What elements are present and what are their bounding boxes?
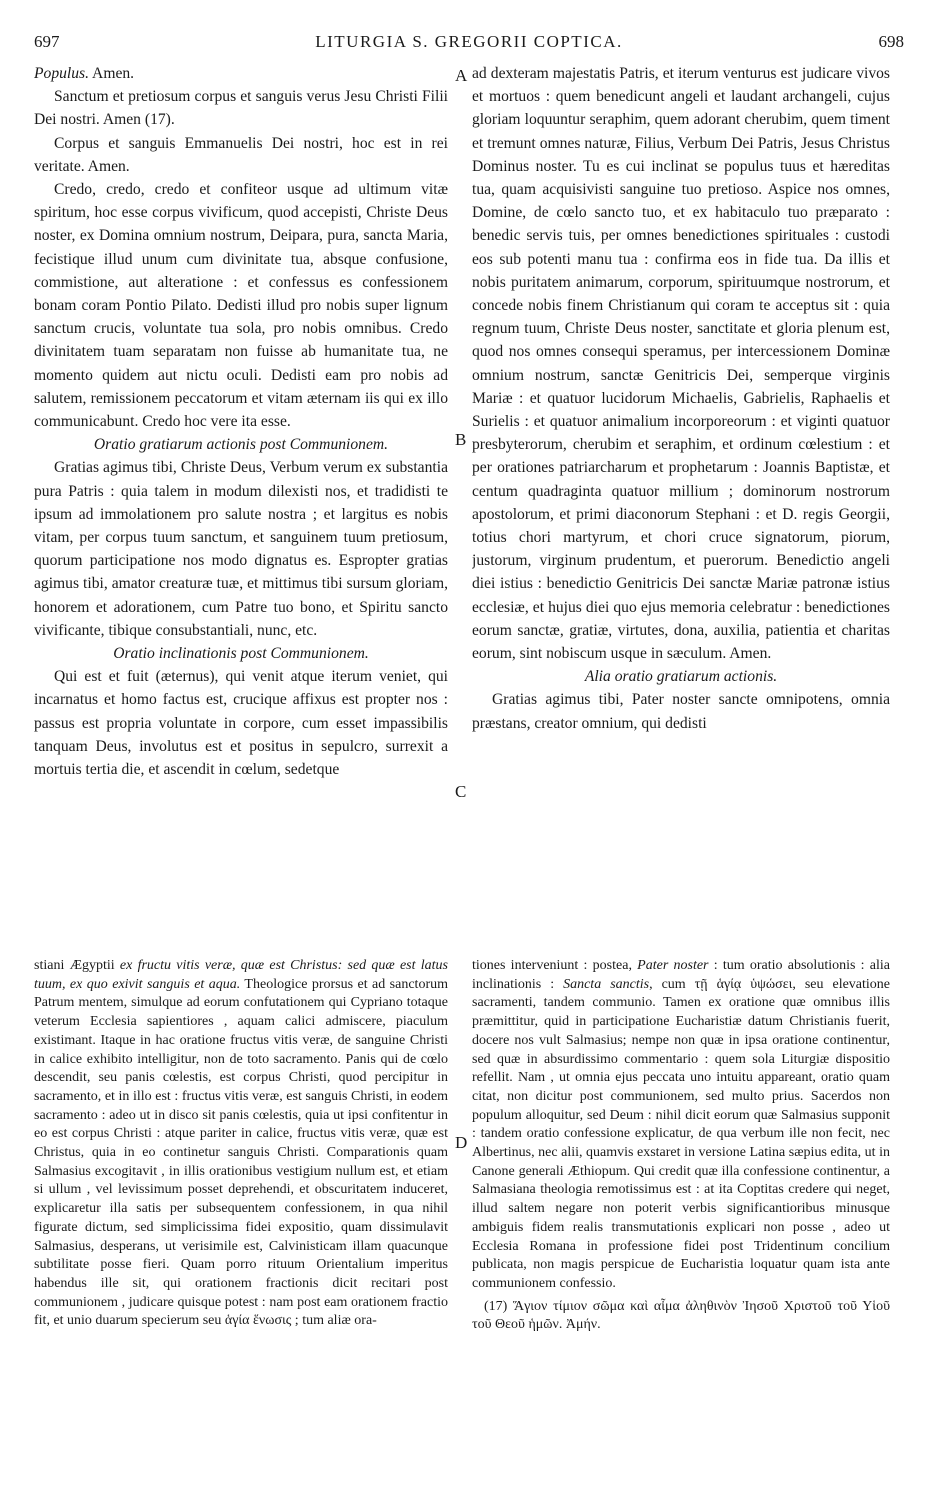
paragraph: Qui est et fuit (æternus), qui venit atque iterum veniet, qui incarnatus et homo factus est, crucique affixus est propter nos : passus est propria voluntate in corpore, cum esset impassibilis tanquam Deus, involutus est et positus in sepulcro, surrexit a mortuis tertia die, et ascendit in cœlum, sedetque (34, 668, 448, 779)
left-page-number: 697 (34, 32, 60, 51)
margin-marker-c: C (455, 782, 467, 801)
paragraph: Corpus et sanguis Emmanuelis Dei nostri, hoc est in rei veritate. Amen. (34, 134, 448, 175)
left-column-main-text (34, 62, 448, 952)
footnote: (17) Ἅγιον τίμιον σῶμα καὶ αἷμα ἀληθινὸν Ἰησοῦ Χριστοῦ τοῦ Υἱοῦ τοῦ Θεοῦ ἡμῶν. Ἀμήν. (472, 1298, 890, 1333)
margin-marker-a: A (455, 66, 468, 85)
commentary-text: stiani Ægyptii (34, 958, 120, 973)
left-column-commentary (34, 957, 448, 1487)
right-page-number: 698 (878, 32, 904, 51)
paragraph: Credo, credo, credo et confiteor usque ad ultimum vitæ spiritum, hoc esse corpus vivificum, quod accepisti, Christe Deus noster, ex Domina omnium nostrum, Deipara, pura, sancta Maria, fecistique illud unum cum divinitate tua, absque confusione, commistione, aut alteratione : et confessus es confessionem bonam coram Pontio Pilato. Dedisti illud pro nobis super lignum sanctum crucis, voluntate tua sola, pro nobis omnibus. Credo divinitatem tuam separatam non fuisse ab humanitate tua, ne momento quidem aut nictu oculi. Dedisti eam pro nobis ad salutem, remissionem peccatorum et vitam æternam iis qui ex illo communicabunt. Credo hoc vere ita esse. (34, 181, 448, 431)
commentary-quote: Pater noster (637, 958, 709, 973)
commentary-paragraph (34, 957, 448, 1331)
running-header (34, 32, 904, 56)
commentary-text: , cum τῇ ἁγίᾳ ὑψώσει, seu elevatione sacramenti, tandem communio. Tamen ex oratione quæ omnibus illis præmittitur, quid in participatione Eucharistiæ datum Christianis fuerit, docere nos vult Salmasius; nempe non quæ in ipsa oratione continentur, sed quæ in absurdissimo commentario : quem sola Liturgiæ dispositio refellit. Nam , ut omnia ejus peccata uno intuitu appareant, oratio quam citat, non dicitur post communionem, sed multo prius. Sacerdos non populum alloquitur, sed Deum : nihil dicit eorum quæ Salmasius supponit : tandem oratio confessione explicatur, de qua verbum ille non fecit, nec Albertinus, nec alii, quamvis exstaret in versione Latina sæpius edita, ut in Canone generali Æthiopum. Qui credit quæ illa confessione continentur, a Salmasiana theologia remotissimus est : at ita Coptitas credere qui neget, illud saltem negare non poterit verbis significantioribus minusque ambiguis fidem realis transmutationis explicari non posse , adeo ut Ecclesia Romana in professione fidei post Tridentinum concilium publicata, non magis perspicue de Eucharistia loquatur quam ista ante communionem confessio. (472, 976, 890, 1291)
margin-marker-d: D (455, 1133, 468, 1152)
commentary-text: : tum oratio absolutionis : alia inclinationis : (472, 958, 890, 992)
commentary-quote: ex fructu vitis veræ, quæ est Christus: sed quæ est latus tuum, ex quo exivit sanguis et aqua. (34, 958, 448, 992)
commentary-text: Theologice prorsus et ad sanctorum Patrum mentem, simulque ad eorum confutationem qui Cypriano totaque veterum Ecclesia sapientiores , aquam calici admiscere, piaculum existimant. Itaque in hac oratione fructus vitis veræ, de sanguine Christi in calice exhibito intelligitur, non de toto sacramento. Panis qui de cœlo descendit, seu panis cœlestis, est corpus Christi, quod percipitur in sacramento, et in illo est : fructus vitis veræ, est sanguis Christi, in eodem sacramento : adeo ut in disco sit panis cœlestis, quia ut ipsi confitentur in eo est corpus Christi : atque pariter in calice, fructus vitis veræ, quæ est Christus, quia in eo continetur sanguis Christi. Comparationis quam Salmasius excogitavit , in illis orationibus vestigium nullum est, et etiam si ullum , vel levissimum posset deprehendi, et obscuritatem induceret, explicaretur illa satis per subsequentem confessionem, in qua nihil figurate dictum, sed simplicissima fidei expositio, quam dissimulavit Salmasius, desperans, ut verisimile est, Calvinisticam illam quacunque subtilitate posse fieri. Quam porro rituum Orientalium imperitus habendus ille sit, qui orationem fractionis dicit recitari post communionem , judicare quisque potest : nam post eam orationem fractio fit, et unio duarum specierum seu ἁγία ἕνωσις ; tum aliæ ora- (34, 976, 448, 1329)
right-column-main-text (472, 62, 890, 952)
speaker-label: Populus. (34, 65, 90, 82)
section-heading: Oratio inclinationis post Communionem. (113, 645, 369, 663)
paragraph: Gratias agimus tibi, Christe Deus, Verbum verum ex substantia pura Patris : quia talem in modum dilexisti nos, et tradidisti te ipsum ad immolationem pro salute nostra ; et largitus es nobis vitam, per corpus tuum sanctum, et sanguinem tuum pretiosum, quorum participatione nos modo dignatus es. Espropter gratias agimus tibi, amator creaturæ tuæ, et mittimus tibi sursum gloriam, honorem et adorationem, cum Patre tuo bono, et Spiritu sancto vivificante, tibique consubstantiali, nunc, etc. (34, 459, 448, 639)
paragraph: Sanctum et pretiosum corpus et sanguis verus Jesu Christi Filii Dei nostri. Amen (17). (34, 88, 448, 129)
section-heading: Oratio gratiarum actionis post Communionem. (93, 436, 389, 454)
paragraph: ad dexteram majestatis Patris, et iterum venturus est judicare vivos et mortuos : quem benedicunt angeli et laudant archangeli, cujus gloriam loquuntur seraphim, quem adorant cherubim, quem timent et tremunt omnes naturæ, Filius, Verbum Dei Patris, Jesus Christus Dominus noster. Tu es cui inclinat se populus tuus et hæreditas tua, quam acquisivisti sanguine tuo pretioso. Aspice nos omnes, Domine, de cœlo sancto tuo, et ex habitaculo tuo præparato : benedic servis tuis, per omnes benedictiones spirituales : custodi eos sub potenti manu tua : confirma eos in fide tua. Da illis et nobis puritatem animarum, corporum, spirituumque nostrorum, et concede nobis finem Christianum qui coram te acceptus sit : quia regnum tuum, Christe Deus noster, sanctitate et gloria plenum est, quod nos omnes consequi speramus, per intercessionem Dominæ omnium nostrum, sanctæ Genitricis Dei, semperque virginis Mariæ : et quatuor lucidorum Michaelis, Gabrielis, Raphaelis et Surielis : et quatuor animalium incorporeorum : et viginti quatuor presbyterorum, cherubim et seraphim, et ordinum cœlestium : et per orationes patriarcharum et prophetarum : Joannis Baptistæ, et centum quadraginta quatuor millium ; dominorum nostrorum apostolorum, et primi diaconorum Stephani : et D. regis Georgii, totius chori martyrum, et chori cruce signatorum, piorum, justorum, virginum prudentum, et puerorum. Benedictio angeli diei istius : benedictio Genitricis Dei sanctæ Mariæ patronæ istius ecclesiæ, et hujus diei quo ejus memoria celebratur : benedictiones eorum sanctæ, gratiæ, virtutes, dona, auxilia, patientia et charitas eorum, sint nobiscum usque in sæculum. Amen. (472, 65, 890, 663)
commentary-text: tiones interveniunt : postea, (472, 958, 638, 973)
section-heading: Alia oratio gratiarum actionis. (584, 668, 778, 686)
right-column-commentary (472, 957, 890, 1487)
paragraph: Gratias agimus tibi, Pater noster sancte omnipotens, omnia præstans, creator omnium, qui dedisti (472, 691, 890, 732)
commentary-quote: Sancta sanctis (563, 976, 650, 992)
commentary-paragraph (472, 957, 890, 1294)
margin-marker-b: B (455, 430, 467, 449)
populus-response (34, 62, 448, 85)
response-text: Amen. (89, 65, 135, 82)
running-title: LITURGIA S. GREGORII COPTICA. (315, 32, 623, 51)
